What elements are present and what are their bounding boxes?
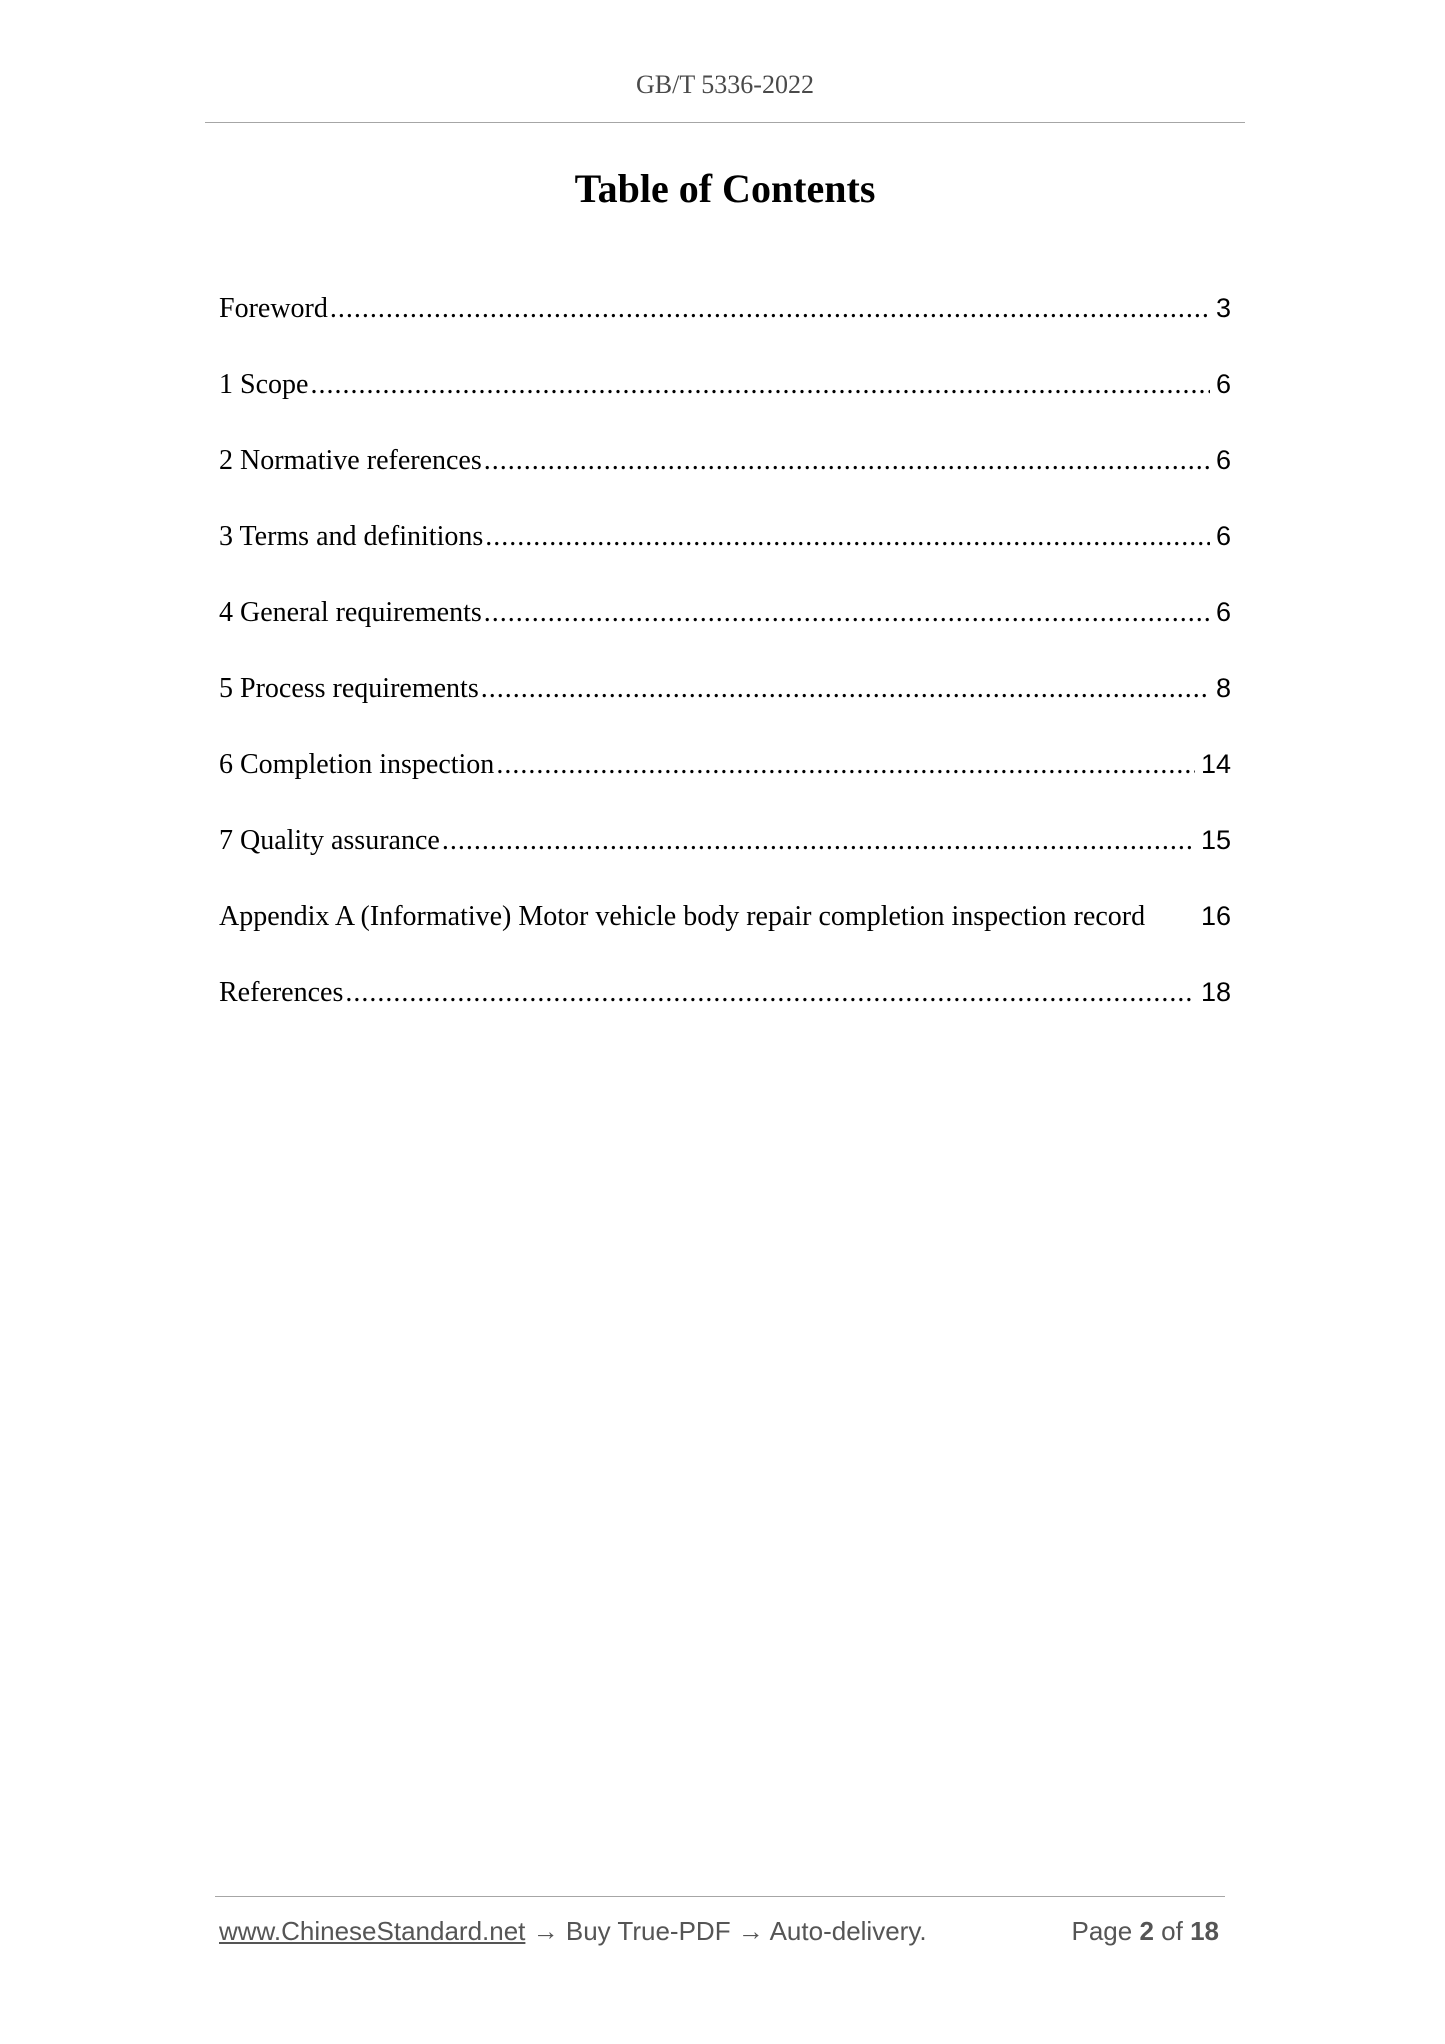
toc-entry-page: 15 — [1200, 825, 1231, 855]
toc-entry-page: 14 — [1200, 749, 1231, 779]
toc-entry-page: 6 — [1215, 521, 1231, 551]
page-current: 2 — [1139, 1916, 1154, 1946]
toc-dot-leader — [330, 287, 1210, 331]
toc-entry-label: 4 General requirements — [219, 597, 482, 628]
header-divider — [205, 122, 1245, 123]
toc-entry-label: 1 Scope — [219, 369, 309, 400]
page-number — [1071, 1916, 1219, 1947]
page-footer — [219, 1916, 1219, 1947]
footer-divider — [215, 1896, 1225, 1897]
toc-title: Table of Contents — [574, 166, 876, 211]
toc-entry-page: 6 — [1215, 369, 1231, 399]
toc-dot-leader — [310, 363, 1210, 407]
toc-entry-process-requirements[interactable] — [219, 666, 1231, 742]
toc-dot-leader — [442, 819, 1195, 863]
toc-list — [219, 286, 1231, 1046]
toc-entry-label: 5 Process requirements — [219, 673, 479, 704]
toc-entry-label: Foreword — [219, 293, 328, 324]
page-total: 18 — [1190, 1916, 1219, 1946]
toc-dot-leader — [481, 667, 1210, 711]
toc-entry-page: 18 — [1200, 977, 1231, 1007]
toc-entry-label: Appendix A (Informative) Motor vehicle body repair completion inspection record — [219, 901, 1146, 932]
toc-dot-leader — [484, 439, 1210, 483]
toc-entry-page: 6 — [1215, 445, 1231, 475]
toc-entry-references[interactable] — [219, 970, 1231, 1046]
toc-entry-label: References — [219, 977, 344, 1008]
toc-dot-leader — [496, 743, 1195, 787]
website-link[interactable]: www.ChineseStandard.net — [219, 1916, 526, 1946]
toc-entry-page: 16 — [1200, 901, 1231, 931]
toc-entry-terms-and-definitions[interactable] — [219, 514, 1231, 590]
toc-entry-page: 3 — [1215, 293, 1231, 323]
toc-entry-general-requirements[interactable] — [219, 590, 1231, 666]
footer-promo-text: → Buy True-PDF → Auto-delivery. — [532, 1916, 927, 1946]
toc-entry-page: 6 — [1215, 597, 1231, 627]
toc-entry-label: 3 Terms and definitions — [219, 521, 484, 552]
toc-entry-scope[interactable] — [219, 362, 1231, 438]
page-of: of — [1161, 1916, 1183, 1946]
toc-dot-leader — [345, 971, 1195, 1015]
page-prefix: Page — [1071, 1916, 1133, 1946]
toc-entry-completion-inspection[interactable] — [219, 742, 1231, 818]
toc-dot-leader — [484, 591, 1210, 635]
toc-entry-appendix-a[interactable] — [219, 894, 1231, 970]
toc-entry-page: 8 — [1215, 673, 1231, 703]
toc-entry-normative-references[interactable] — [219, 438, 1231, 514]
toc-entry-label: 6 Completion inspection — [219, 749, 495, 780]
toc-entry-label: 2 Normative references — [219, 445, 482, 476]
toc-entry-quality-assurance[interactable] — [219, 818, 1231, 894]
toc-entry-foreword[interactable] — [219, 286, 1231, 362]
toc-entry-label: 7 Quality assurance — [219, 825, 440, 856]
running-header: GB/T 5336-2022 — [636, 70, 814, 99]
toc-dot-leader — [485, 515, 1210, 559]
